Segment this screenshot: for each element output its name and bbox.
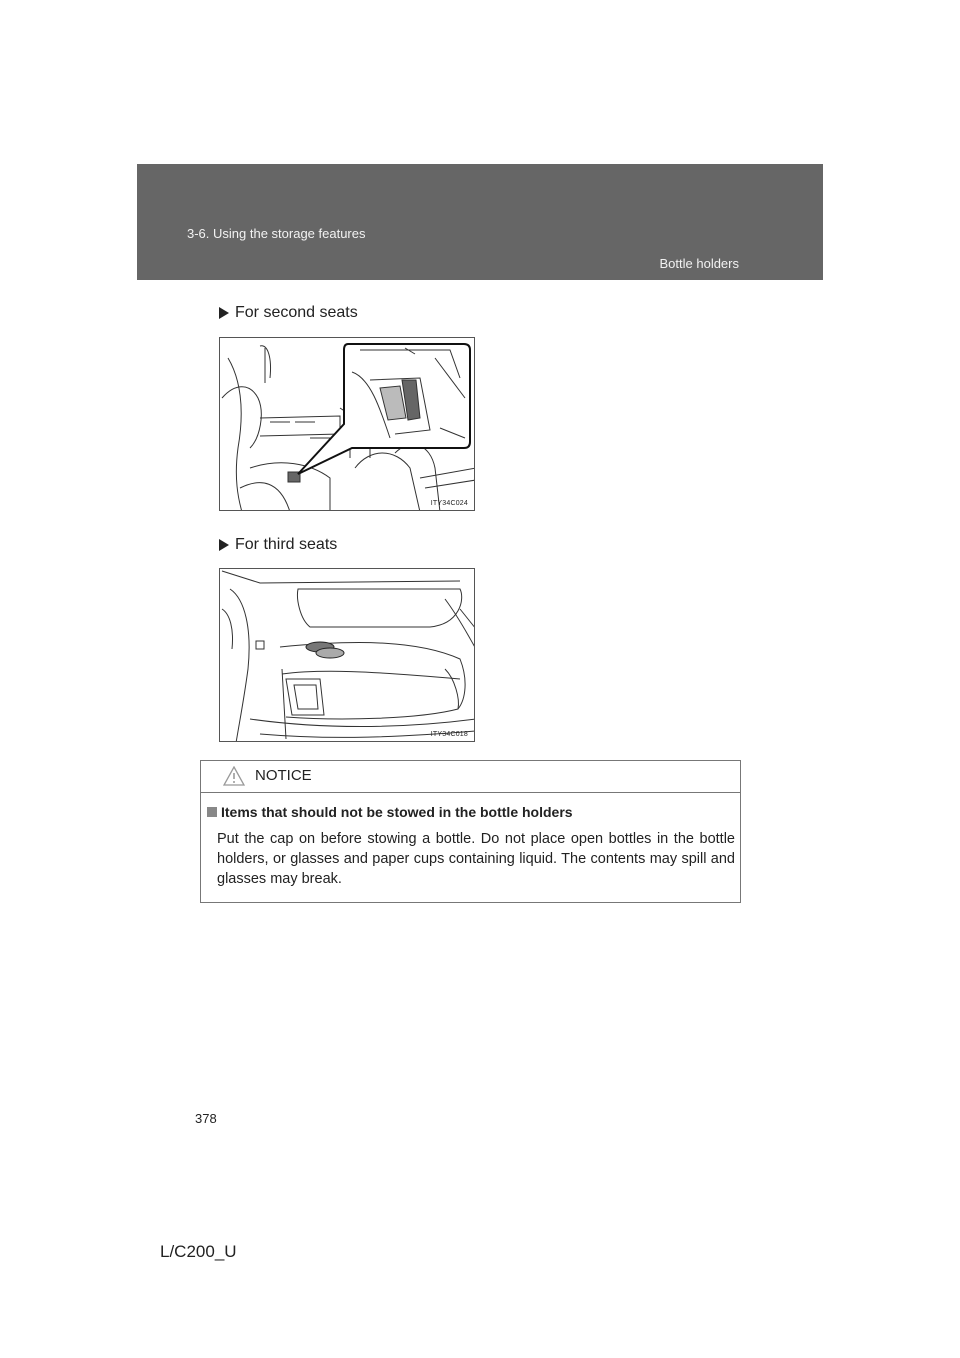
figure-code: ITY34C024 [430,500,468,507]
square-bullet-icon [207,807,217,817]
figure-caption-second-seats [219,304,358,322]
figure-code: ITY34C018 [430,731,468,738]
warning-triangle-icon [223,766,245,786]
second-seat-drawing [220,338,475,511]
header-band [137,164,823,280]
notice-title: NOTICE [255,767,312,784]
section-title: 3-6. Using the storage features [187,226,366,241]
triangle-bullet-icon [219,539,229,551]
triangle-bullet-icon [219,307,229,319]
figure-caption-third-seats [219,536,337,554]
illustration-third-seats [219,568,475,742]
illustration-second-seats [219,337,475,511]
notice-subtitle [207,804,573,820]
notice-body: Put the cap on before stowing a bottle. Do not place open bottles in the bottle holders, or glasses and paper cups containing liquid. The contents may spill and glasses may break. [217,831,735,887]
topic-title: Bottle holders [659,256,739,271]
page-number: 378 [195,1111,217,1126]
model-code: L/C200_U [160,1242,237,1261]
notice-box [200,760,741,903]
third-seat-drawing [220,569,475,742]
caption-text: For third seats [235,536,338,553]
notice-subtitle-text: Items that should not be stowed in the bottle holders [221,804,573,820]
notice-header [201,761,740,793]
caption-text: For second seats [235,304,358,321]
